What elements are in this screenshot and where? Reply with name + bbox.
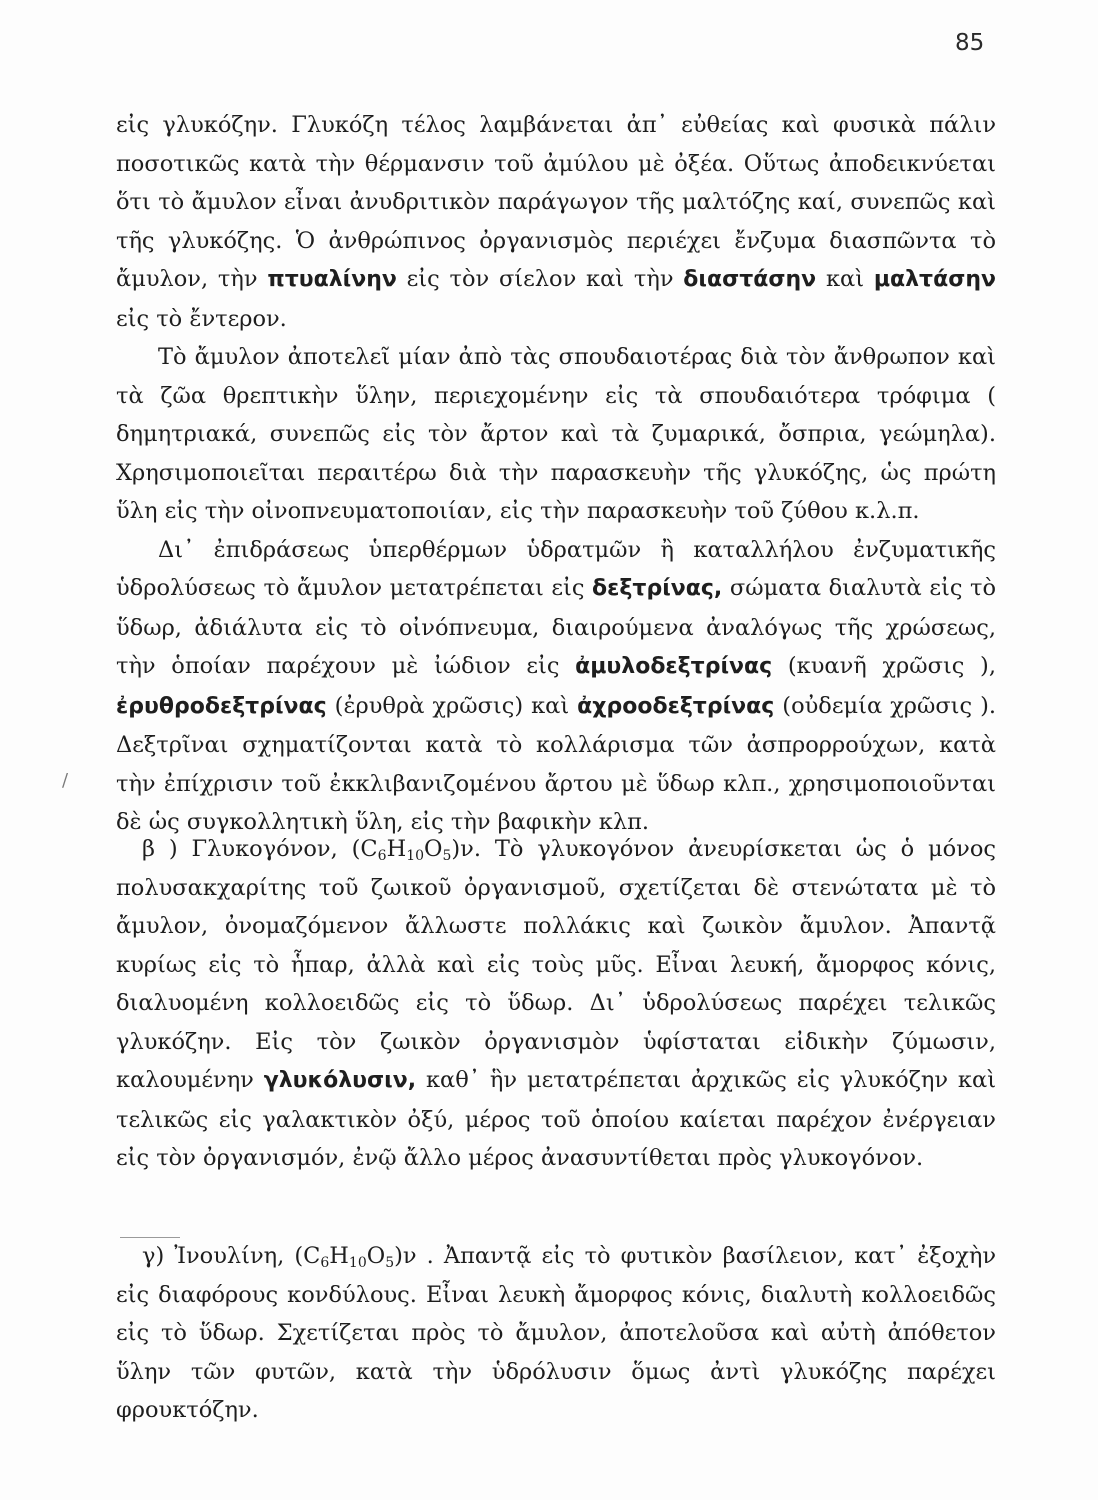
text-block-amylon <box>116 106 996 842</box>
paragraph-inulin <box>116 1237 996 1430</box>
text-run: Δι᾽ ἐπιδράσεως ὑπερθέρμων ὑδρατμῶν ἢ καταλλήλου ἐνζυματικῆς ὑδρολύσεως τὸ ἄμυλον μετατρέπεται εἰς <box>116 536 996 601</box>
formula-part: O <box>424 836 443 862</box>
formula-part: (C <box>351 836 378 862</box>
text-run: (ἐρυθρὰ χρῶσις) καὶ <box>334 692 570 719</box>
paragraph-glycogen <box>116 830 996 1178</box>
text-run: καθ᾽ ἣν μετατρέπεται ἀρχικῶς εἰς γλυκόζην καὶ τελικῶς εἰς γαλακτικὸν ὀξύ, μέρος τοῦ ὁποίου καίεται παρέχον ἐνέργειαν εἰς τὸν ὀργανισμόν, ἐνῷ ἄλλο μέρος ἀνασυντίθεται πρὸς γλυκογόνον. <box>116 1067 997 1171</box>
text-run: σώματα διαλυτὰ εἰς τὸ ὕδωρ, ἀδιάλυτα εἰς τὸ οἰνόπνευμα, διαιρούμενα ἀναλόγως τῆς χρώσεως, τὴν ὁποίαν παρέχουν μὲ ἰώδιον εἰς <box>116 575 996 679</box>
term-glycolysis: γλυκόλυσιν, <box>263 1068 417 1093</box>
section-glycogen <box>116 830 996 1178</box>
term-dextrins: δεξτρίνας, <box>592 576 723 601</box>
formula-subscript: 6 <box>377 848 387 864</box>
formula-subscript: 5 <box>385 1255 395 1271</box>
text-run: εἰς τὸν σίελον καὶ τὴν <box>406 266 674 292</box>
text-run: (κυανῆ χρῶσις ), <box>787 653 996 679</box>
formula-part: H <box>329 1243 349 1269</box>
text-run: Τὸ γλυκογόνον ἀνευρίσκεται ὡς ὁ μόνος πολυσακχαρίτης τοῦ ζωικοῦ ὀργανισμοῦ, σχετίζεται δὲ στενώτατα μὲ τὸ ἄμυλον, ὀνομαζόμενον ἄλλωστε πολλάκις καὶ ζωικὸν ἄμυλον. Ἀπαντᾷ κυρίως εἰς τὸ ἧπαρ, ἀλλὰ καὶ εἰς τοὺς μῦς. Εἶναι λευκή, ἄμορφος κόνις, διαλυομένη κολλοειδῶς εἰς τὸ ὕδωρ. Δι᾽ ὑδρολύσεως παρέχει τελικῶς γλυκόζην. Εἰς τὸν ζωικὸν ὀργανισμὸν ὑφίσταται εἰδικὴν ζύμωσιν, καλουμένην <box>116 836 997 1093</box>
text-run: καὶ <box>825 266 865 292</box>
text-run: εἰς γλυκόζην. Γλυκόζη τέλος λαμβάνεται ἀπ᾽ εὐθείας καὶ φυσικὰ πάλιν ποσοτικῶς κατὰ τὴν θέρμανσιν τοῦ ἀμύλου μὲ ὀξέα. Οὕτως ἀποδεικνύεται ὅτι τὸ ἄμυλον εἶναι ἀνυδριτικὸν παράγωγον τῆς μαλτόζης καί, συνεπῶς καὶ τῆς γλυκόζης. Ὁ ἀνθρώπινος ὀργανισμὸς περιέχει ἔνζυμα διασπῶντα τὸ ἄμυλον, τὴν <box>116 112 996 292</box>
term-maltasi: μαλτάσην <box>873 267 996 292</box>
formula-subscript: 10 <box>348 1255 367 1271</box>
section-label: β ) Γλυκογόνον, <box>142 836 338 862</box>
text-run: εἰς τὸ ἔντερον. <box>116 305 287 332</box>
margin-pencil-mark: / <box>62 770 69 791</box>
text-run: Ἀπαντᾷ εἰς τὸ φυτικὸν βασίλειον, κατ᾽ ἐξοχὴν εἰς διαφόρους κονδύλους. Εἶναι λευκὴ ἄμορφος κόνις, διαλυτὴ κολλοειδῶς εἰς τὸ ὕδωρ. Σχετίζεται πρὸς τὸ ἄμυλον, ἀποτελοῦσα καὶ αὐτὴ ἀπόθετον ὕλην τῶν φυτῶν, κατὰ τὴν ὑδρόλυσιν ὅμως ἀντὶ γλυκόζης παρέχει φρουκτόζην. <box>116 1243 997 1423</box>
section-label: γ) Ἰνουλίνη, <box>142 1243 285 1269</box>
paragraph-continuation <box>116 106 996 338</box>
chemical-formula <box>294 1243 433 1269</box>
formula-part: H <box>386 836 407 862</box>
page-number: 85 <box>955 30 985 56</box>
formula-part: )ν . <box>394 1243 434 1269</box>
term-achroodextrins: ἀχροοδεξτρίνας <box>577 693 775 719</box>
formula-subscript: 6 <box>320 1255 330 1271</box>
term-erythrodextrins: ἐρυθροδεξτρίνας <box>116 693 327 719</box>
paragraph-dextrins <box>116 531 996 842</box>
text-run: (οὐδεμία χρῶσις ). Δεξτρῖναι σχηματίζονται κατὰ τὸ κολλάρισμα τῶν ἀσπρορρούχων, κατὰ τὴν ἐπίχρισιν τοῦ ἐκκλιβανιζομένου ἄρτου μὲ ὕδωρ κλπ., χρησιμοποιοῦνται δὲ ὡς συγκολλητικὴ ὕλη, εἰς τὴν βαφικὴν κλπ. <box>116 692 997 835</box>
section-inulin <box>116 1237 996 1430</box>
chemical-formula <box>352 836 481 862</box>
term-diastasi: διαστάσην <box>683 267 817 292</box>
term-ptyalini: πτυαλίνην <box>267 267 397 292</box>
paragraph-uses: Τὸ ἄμυλον ἀποτελεῖ μίαν ἀπὸ τὰς σπουδαιοτέρας διὰ τὸν ἄνθρωπον καὶ τὰ ζῶα θρεπτικὴν ὕλην, περιεχομένην εἰς τὰ σπουδαιότερα τρόφιμα ( δημητριακά, συνεπῶς εἰς τὸν ἄρτον καὶ τὰ ζυμαρικά, ὄσπρια, γεώμηλα). Χρησιμοποιεῖται περαιτέρω διὰ τὴν παρασκευὴν τῆς γλυκόζης, ὡς πρώτη ὕλη εἰς τὴν οἰνοπνευματοποιίαν, εἰς τὴν παρασκευὴν τοῦ ζύθου κ.λ.π. <box>116 344 996 524</box>
formula-subscript: 10 <box>406 848 425 864</box>
formula-subscript: 5 <box>442 848 452 864</box>
formula-part: )ν. <box>451 836 481 862</box>
formula-part: (C <box>294 1243 321 1269</box>
term-amylodextrins: ἀμυλοδεξτρίνας <box>575 654 773 679</box>
formula-part: O <box>366 1243 386 1269</box>
